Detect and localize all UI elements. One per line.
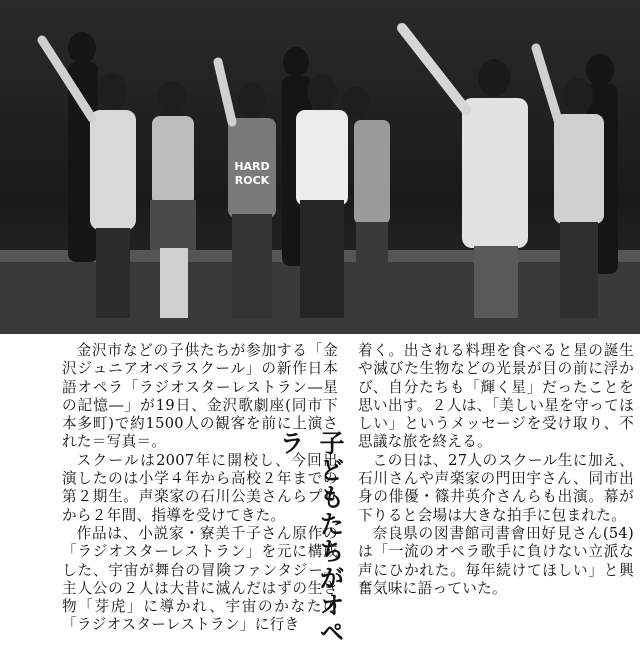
paragraph-lead: 金沢市などの子供たちが参加する「金沢ジュニアオペラスクール」の新作日本語オペラ「ラジオスターレストラン―星の記憶―」が19日、金沢歌劇座(同市下本多町)で約1500人の観客を前に上演された＝写真＝。 bbox=[62, 342, 338, 451]
headline: 子どもたちがオペラ bbox=[276, 430, 345, 646]
shirt-print-line1: HARD bbox=[234, 160, 270, 173]
article-column-right bbox=[358, 342, 634, 598]
paragraph-performance: この日は、27人のスクール生に加え、石川さんや声楽家の門田宇さん、同市出身の俳優・篠井英介さんらも出演。幕が下りると会場は大きな拍手に包まれた。 bbox=[358, 451, 634, 524]
paragraph-school: スクールは2007年に開校し、今回出演したのは小学４年から高校２年までの第２期生。声楽家の石川公美さんらプロから２年間、指導を受けてきた。 bbox=[62, 451, 338, 524]
paragraph-story-continued: 着く。出される料理を食べると星の誕生や滅びた生物などの光景が目の前に浮かび、自分たちも「輝く星」だったことを思い出す。２人は、「美しい星を守ってほしい」というメッセージを受け取り、不思議な旅を終える。 bbox=[358, 342, 634, 451]
paragraph-audience-quote: 奈良県の図書館司書會田好見さん(54)は「一流のオペラ歌手に負けない立派な声にひかれた。毎年続けてほしい」と興奮気味に語っていた。 bbox=[358, 524, 634, 597]
paragraph-work: 作品は、小説家・寮美千子さん原作の「ラジオスターレストラン」を元に構成した、宇宙が舞台の冒険ファンタジー。主人公の２人は大昔に滅んだはずの生き物「芽虎」に導かれ、宇宙のかなたの「ラジオスターレストラン」に行き bbox=[62, 524, 338, 634]
news-photo bbox=[0, 0, 640, 334]
shirt-print-line2: ROCK bbox=[234, 174, 270, 187]
photo-scene bbox=[0, 0, 640, 334]
article-column-left bbox=[62, 342, 338, 635]
